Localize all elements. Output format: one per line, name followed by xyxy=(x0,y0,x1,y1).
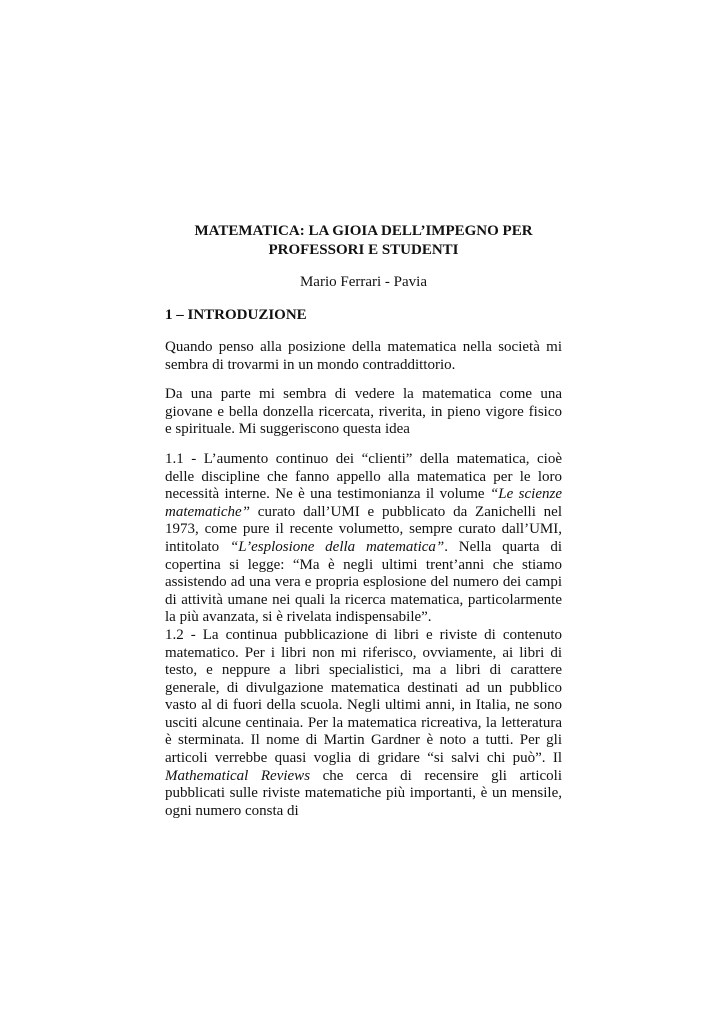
paragraph-1: Quando penso alla posizione della matematica nella società mi sembra di trovarmi in un mondo contraddittorio. xyxy=(165,339,562,373)
book-title-esplosione-della-matematica: “L’esplosione della matematica” xyxy=(229,538,445,555)
paragraph-1-1-text-a: 1.1 - L’aumento continuo dei “clienti” della matematica, cioè delle discipline che fanno appello alla matematica per le loro necessità interne. Ne è una testimonianza il volume xyxy=(165,450,562,503)
paragraph-1-2-text-c: che cerca di recensire gli articoli pubblicati sulle riviste matematiche più importanti, è un mensile, ogni numero consta di xyxy=(165,767,562,819)
paragraph-1-1 xyxy=(165,451,562,627)
page-content xyxy=(165,222,562,820)
document-title xyxy=(165,222,562,260)
paragraph-2: Da una parte mi sembra di vedere la matematica come una giovane e bella donzella ricercata, riverita, in pieno vigore fisico e spirituale. Mi suggeriscono questa idea xyxy=(165,386,562,438)
paragraph-1-2-text-a: 1.2 - La continua pubblicazione di libri e riviste di contenuto matematico. Per i libri non mi riferisco, ovviamente, ai libri di testo, e neppure a libri specialistici, ma a libri di carattere generale, di divulgazione matematica destinati ad un pubblico vasto al di fuori della scuola. Negli ultimi anni, in Italia, ne sono usciti alcune centinaia. Per la matematica ricreativa, la letteratura è sterminata. Il nome di Martin Gardner è noto a tutti. Per gli articoli verrebbe quasi voglia di gridare “si salvi chi può”. Il xyxy=(165,626,562,767)
title-line-1: MATEMATICA: LA GIOIA DELL’IMPEGNO PER xyxy=(194,223,533,239)
book-title-le-scienze-matematiche: “Le scienze matematiche” xyxy=(165,486,562,520)
journal-title-mathematical-reviews: Mathematical Reviews xyxy=(165,767,311,784)
section-heading: 1 – INTRODUZIONE xyxy=(165,307,307,323)
title-line-2: PROFESSORI E STUDENTI xyxy=(268,242,459,258)
paragraph-1-1-text-e: . Nella quarta di copertina si legge: “Ma è negli ultimi trent’anni che stiamo assistendo ad una vera e propria esplosione del numero dei campi di attività umane nei quali la ricerca matematica, particolarmente la più avanzata, si è rivelata indispensabile”. xyxy=(165,538,562,626)
paragraph-1-1-text-c: curato dall’UMI e pubblicato da Zanichelli nel 1973, come pure il recente volumetto, sempre curato dall’UMI, intitolato xyxy=(165,503,562,555)
author-line: Mario Ferrari - Pavia xyxy=(299,274,428,290)
paragraph-1-2 xyxy=(165,627,562,821)
